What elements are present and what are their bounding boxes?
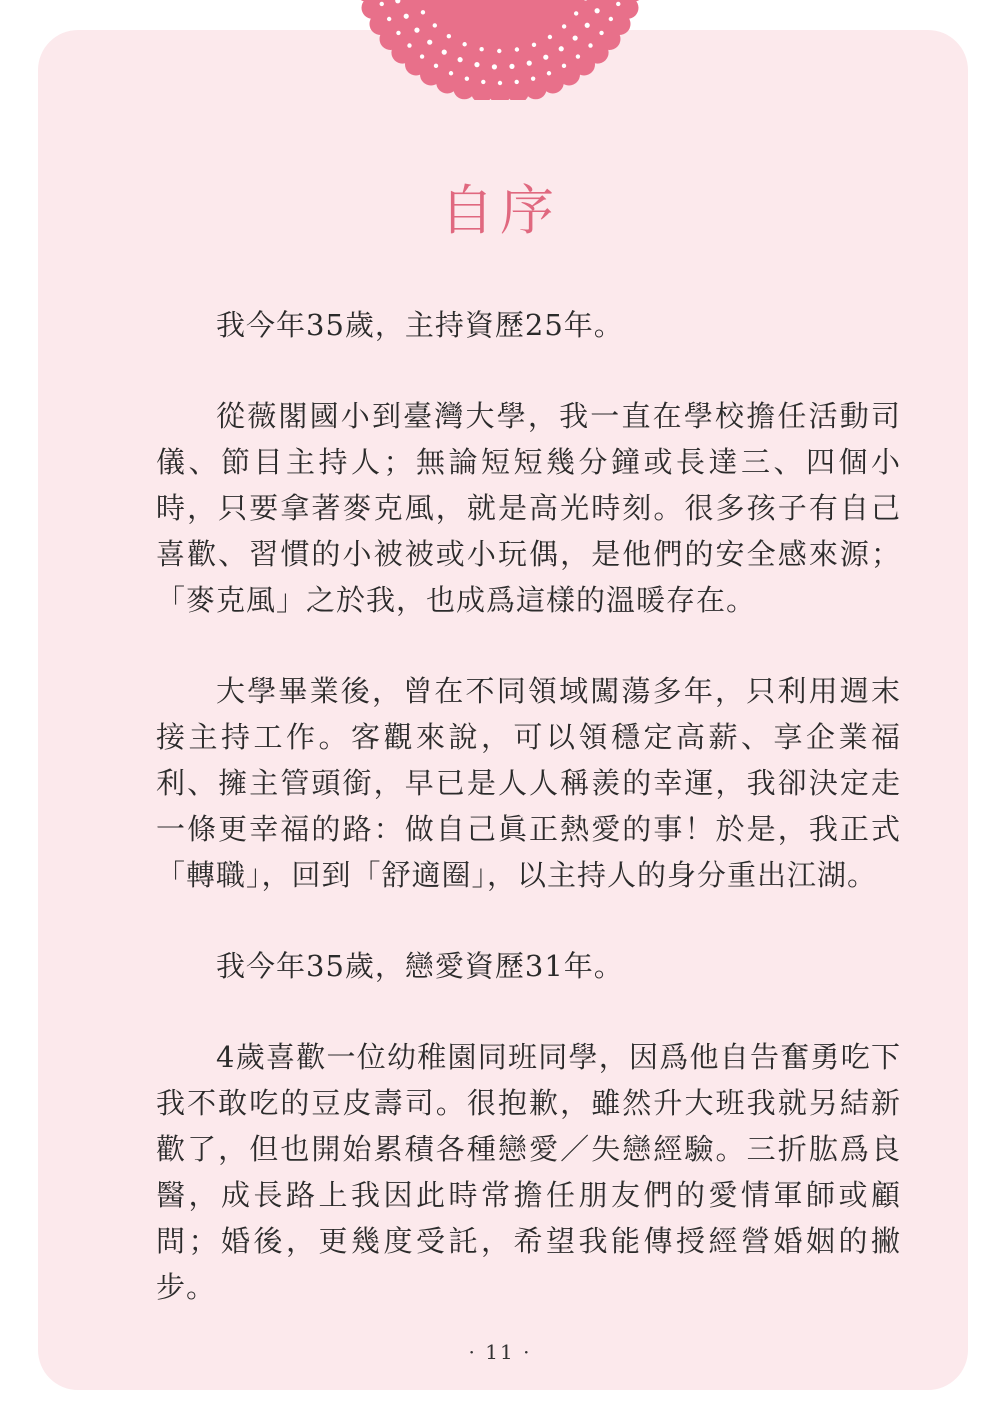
- paragraph: 我今年35歲，戀愛資歷31年。: [216, 949, 624, 983]
- page-title: 自序: [440, 179, 560, 242]
- paragraph: 4歲喜歡一位幼稚園同班同學，因爲他自告奮勇吃下我不敢吃的豆皮壽司。很抱歉，雖然升大班我就另結新歡了，但也開始累積各種戀愛／失戀經驗。三折肱爲良醫，成長路上我因此時常擔任朋友們的愛情軍師或顧問；婚後，更幾度受託，希望我能傳授經營婚姻的撇步。: [156, 1040, 901, 1304]
- page-number: · 11 ·: [468, 1340, 532, 1364]
- body-text: [156, 302, 901, 1355]
- paragraph: 大學畢業後，曾在不同領域闖蕩多年，只利用週末接主持工作。客觀來說，可以領穩定高薪、享企業福利、擁主管頭銜，早已是人人稱羨的幸運，我卻決定走一條更幸福的路：做自己眞正熱愛的事！於是，我正式「轉職」，回到「舒適圈」，以主持人的身分重出江湖。: [156, 674, 901, 892]
- paragraph: 從薇閣國小到臺灣大學，我一直在學校擔任活動司儀、節目主持人；無論短短幾分鐘或長達三、四個小時，只要拿著麥克風，就是高光時刻。很多孩子有自己喜歡、習慣的小被被或小玩偶，是他們的安全感來源；「麥克風」之於我，也成爲這樣的溫暖存在。: [156, 399, 901, 617]
- paragraph: 我今年35歲，主持資歷25年。: [216, 308, 624, 342]
- doily-ornament: [300, 0, 700, 100]
